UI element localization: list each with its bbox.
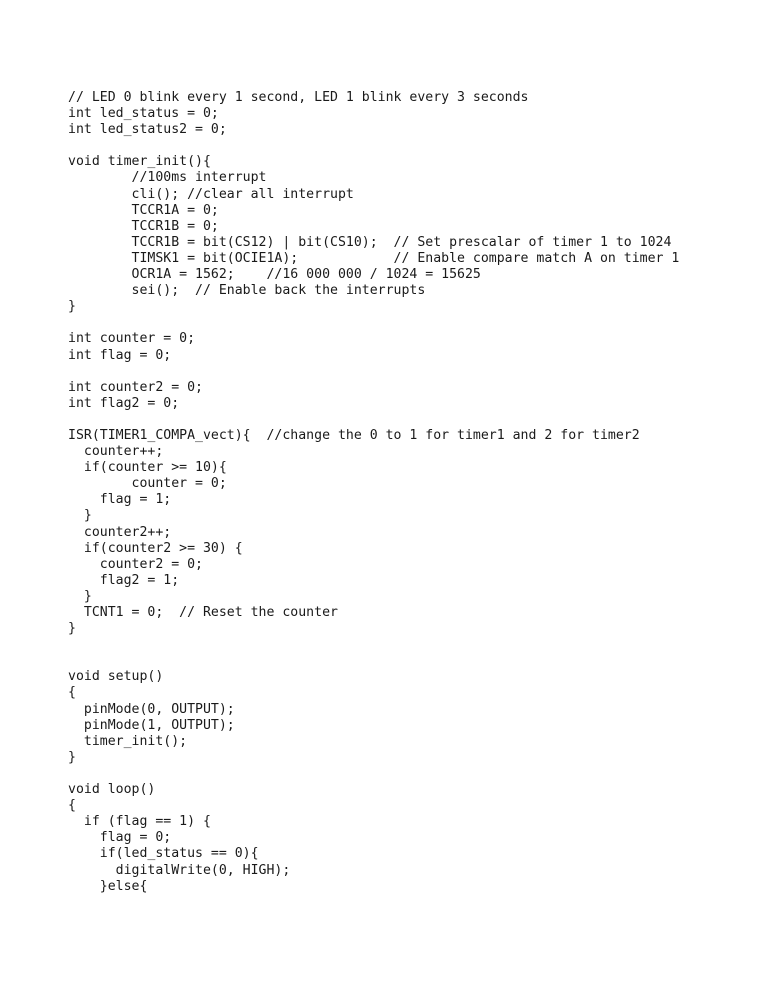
code-line: // LED 0 blink every 1 second, LED 1 blink every 3 seconds xyxy=(68,90,529,105)
code-line: { xyxy=(68,685,76,701)
code-line: digitalWrite(0, HIGH); xyxy=(68,862,291,878)
code-line: flag = 0; xyxy=(68,830,172,846)
code-line: TCCR1B = bit(CS12) | bit(CS10); // Set prescalar of timer 1 to 1024 xyxy=(68,234,672,250)
code-line: sei(); // Enable back the interrupts xyxy=(68,283,426,299)
code-line: cli(); //clear all interrupt xyxy=(68,186,354,202)
code-line: TIMSK1 = bit(OCIE1A); // Enable compare match A on timer 1 xyxy=(68,250,680,266)
code-line: int flag2 = 0; xyxy=(68,395,180,411)
code-blank-line xyxy=(68,364,679,380)
code-blank-line xyxy=(68,138,679,154)
code-line: } xyxy=(68,749,76,765)
code-line: counter++; xyxy=(68,444,164,460)
code-line: } xyxy=(68,588,92,604)
code-listing xyxy=(68,90,679,895)
code-line: int counter = 0; xyxy=(68,331,196,347)
code-blank-line xyxy=(68,315,679,331)
code-line: if(counter >= 10){ xyxy=(68,460,227,476)
code-line: int counter2 = 0; xyxy=(68,379,203,395)
code-line: } xyxy=(68,621,76,637)
code-line: if (flag == 1) { xyxy=(68,814,211,830)
code-line: } xyxy=(68,299,76,315)
code-line: int flag = 0; xyxy=(68,347,172,363)
code-line: pinMode(0, OUTPUT); xyxy=(68,701,235,717)
code-line: int led_status = 0; xyxy=(68,106,219,122)
code-line: void timer_init(){ xyxy=(68,154,211,170)
code-line: { xyxy=(68,798,76,814)
code-line: TCCR1B = 0; xyxy=(68,218,219,234)
code-line: flag2 = 1; xyxy=(68,572,180,588)
code-line: counter2 = 0; xyxy=(68,556,203,572)
code-line: counter = 0; xyxy=(68,476,227,492)
code-blank-line xyxy=(68,766,679,782)
code-line: if(counter2 >= 30) { xyxy=(68,540,243,556)
code-line: flag = 1; xyxy=(68,492,172,508)
code-line: if(led_status == 0){ xyxy=(68,846,259,862)
code-line: } xyxy=(68,508,92,524)
code-line: void loop() xyxy=(68,782,156,798)
code-line: counter2++; xyxy=(68,524,172,540)
code-line: TCCR1A = 0; xyxy=(68,202,219,218)
code-line: //100ms interrupt xyxy=(68,170,267,186)
code-blank-line xyxy=(68,412,679,428)
code-line: ISR(TIMER1_COMPA_vect){ //change the 0 to 1 for timer1 and 2 for timer2 xyxy=(68,427,640,443)
code-line: }else{ xyxy=(68,878,148,894)
code-line: TCNT1 = 0; // Reset the counter xyxy=(68,605,338,620)
code-line: void setup() xyxy=(68,669,164,685)
code-blank-line xyxy=(68,637,679,653)
code-blank-line xyxy=(68,653,679,669)
code-line: pinMode(1, OUTPUT); xyxy=(68,717,235,733)
code-line: timer_init(); xyxy=(68,733,188,749)
code-line: int led_status2 = 0; xyxy=(68,122,227,138)
code-line: OCR1A = 1562; //16 000 000 / 1024 = 15625 xyxy=(68,267,481,283)
